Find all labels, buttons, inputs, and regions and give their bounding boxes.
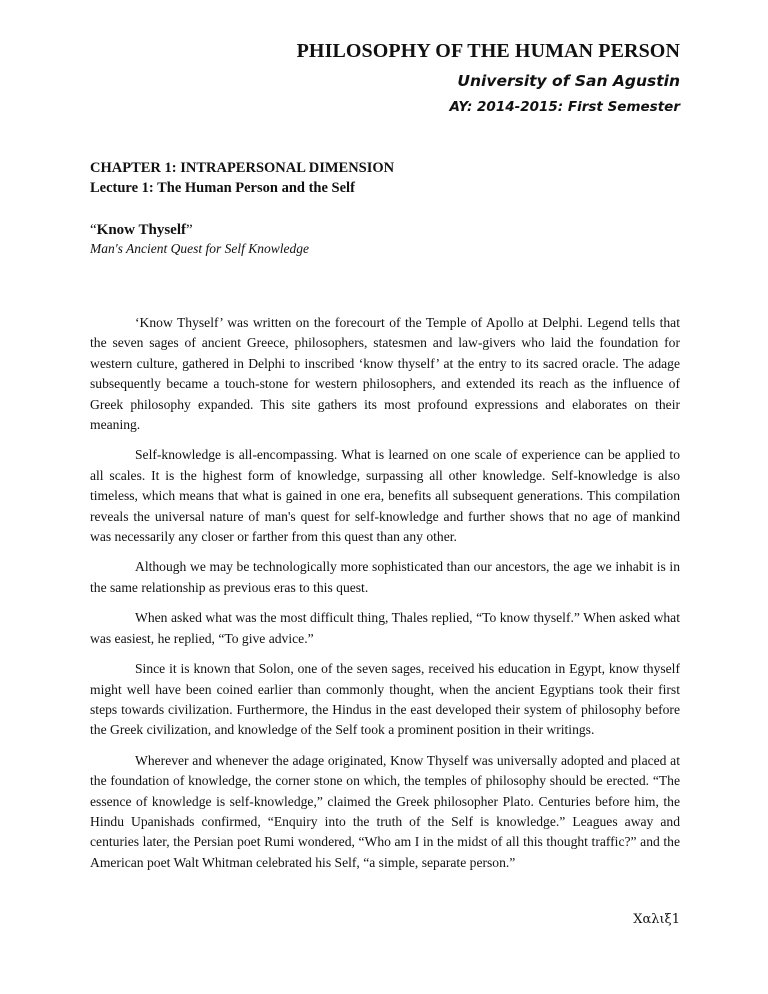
paragraph: When asked what was the most difficult thing, Thales replied, “To know thyself.” When asked what was easiest, he replied, “To give advice.” (90, 610, 680, 646)
body-text (90, 313, 680, 883)
close-quote: ” (186, 222, 193, 238)
paragraph: Self-knowledge is all-encompassing. What is learned on one scale of experience can be applied to all scales. It is the highest form of knowledge, surpassing all other knowledge. Self-knowledge is also timeless, which means that what is gained in one era, benefits all subsequent generations. This compilation reveals the universal nature of man's quest for self-knowledge and further shows that no age of mankind was necessarily any closer or farther from this quest than any other. (90, 447, 680, 545)
paragraph: ‘Know Thyself’ was written on the forecourt of the Temple of Apollo at Delphi. Legend tells that the seven sages of ancient Greece, philosophers, statesmen and law-givers who laid the foundation for western culture, gathered in Delphi to inscribed ‘know thyself’ at the entry to its sacred oracle. The adage subsequently became a touch-stone for western philosophers, and extended its reach as the influence of Greek philosophy expanded. This site gathers its most profound expressions and elaborates on their meaning. (90, 315, 680, 433)
course-title: PHILOSOPHY OF THE HUMAN PERSON (296, 40, 680, 62)
open-quote: “ (90, 222, 97, 238)
section-title-text: Know Thyself (96, 222, 186, 238)
paragraph: Since it is known that Solon, one of the seven sages, received his education in Egypt, know thyself might well have been coined earlier than commonly thought, when the ancient Egyptians took their first steps towards civilization. Furthermore, the Hindus in the east developed their system of philosophy before the Greek civilization, and knowledge of the Self took a prominent position in their writings. (90, 661, 680, 738)
page-number-footer: Χαλιξ1 (633, 912, 680, 927)
paragraph: Wherever and whenever the adage originated, Know Thyself was universally adopted and placed at the foundation of knowledge, the corner stone on which, the temples of philosophy should be erected. “The essence of knowledge is self-knowledge,” claimed the Greek philosopher Plato. Centuries before him, the Hindu Upanishads confirmed, “Enquiry into the truth of the Self is knowledge.” Leagues away and centuries later, the Persian poet Rumi wondered, “Who am I in the midst of all this thought traffic?” and the American poet Walt Whitman celebrated his Self, “a simple, separate person.” (90, 752, 680, 870)
section-subtitle: Man's Ancient Quest for Self Knowledge (90, 241, 309, 256)
section-title (90, 222, 193, 239)
academic-year: AY: 2014-2015: First Semester (449, 99, 680, 115)
chapter-heading: CHAPTER 1: INTRAPERSONAL DIMENSION (90, 160, 395, 176)
paragraph: Although we may be technologically more sophisticated than our ancestors, the age we inhabit is in the same relationship as previous eras to this quest. (90, 559, 680, 595)
university-name: University of San Agustin (457, 72, 680, 90)
lecture-heading: Lecture 1: The Human Person and the Self (90, 180, 355, 196)
